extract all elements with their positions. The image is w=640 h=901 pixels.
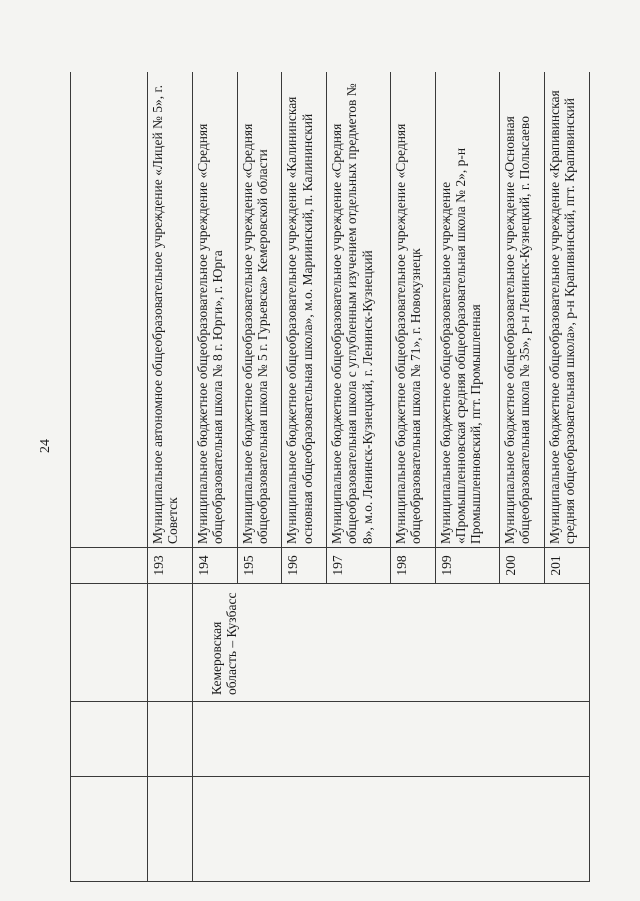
- rotated-table-wrapper: [70, 72, 590, 882]
- schools-table: [70, 72, 590, 882]
- school-name: Муниципальное бюджетное общеобразовательное учреждение «Средняя общеобразовательная школа № 71», г. Новокузнецк: [391, 72, 436, 548]
- row-number: 193: [148, 548, 193, 584]
- row-number: 198: [391, 548, 436, 584]
- school-name: Муниципальное бюджетное общеобразовательное учреждение «Промышленновская средняя общеобразовательная школа № 2», р-н Промышленновский, пгт. Промышленная: [436, 72, 500, 548]
- region-name: Кемеровская область – Кузбасс: [192, 584, 589, 702]
- table-cell: [71, 584, 148, 702]
- row-number: 196: [282, 548, 327, 584]
- school-name: Муниципальное бюджетное общеобразовательное учреждение «Средняя общеобразовательная школа с углубленным изучением отдельных предметов № 8», м.о. Ленинск-Кузнецкий, г. Ленинск-Кузнецкий: [327, 72, 391, 548]
- table-cell: [148, 584, 193, 702]
- page-number: 24: [38, 439, 53, 453]
- school-name: Муниципальное бюджетное общеобразовательное учреждение «Средняя общеобразовательная школа № 5 г. Гурьевска» Кемеровской области: [237, 72, 282, 548]
- school-name: Муниципальное бюджетное общеобразовательное учреждение «Основная общеобразовательная школа № 35», р-н Ленинск-Кузнецкий, г. Полысаево: [500, 72, 545, 548]
- table-cell: [71, 777, 148, 882]
- table-cell: [192, 777, 589, 882]
- table-cell: [71, 702, 148, 777]
- table-cell: [71, 548, 148, 584]
- table-row: [148, 72, 193, 882]
- row-number: 199: [436, 548, 500, 584]
- school-name: Муниципальное бюджетное общеобразовательное учреждение «Крапивинская средняя общеобразовательная школа», р-н Крапивинский, пгт. Крапивинский: [545, 72, 590, 548]
- table-cell: [71, 72, 148, 548]
- table-cell: [192, 702, 589, 777]
- school-name: Муниципальное бюджетное общеобразовательное учреждение «Средняя общеобразовательная школа № 8 г. Юрги», г. Юрга: [192, 72, 237, 548]
- table-row: [192, 72, 237, 882]
- row-number: 197: [327, 548, 391, 584]
- table-cell: [148, 777, 193, 882]
- table-cell: [148, 702, 193, 777]
- school-name: Муниципальное бюджетное общеобразовательное учреждение «Калининская основная общеобразовательная школа», м.о. Мариинский, п. Калининский: [282, 72, 327, 548]
- row-number: 194: [192, 548, 237, 584]
- row-number: 200: [500, 548, 545, 584]
- table-row: [71, 72, 148, 882]
- document-page: [70, 72, 590, 882]
- row-number: 201: [545, 548, 590, 584]
- school-name: Муниципальное автономное общеобразовательное учреждение «Лицей № 5», г. Советск: [148, 72, 193, 548]
- row-number: 195: [237, 548, 282, 584]
